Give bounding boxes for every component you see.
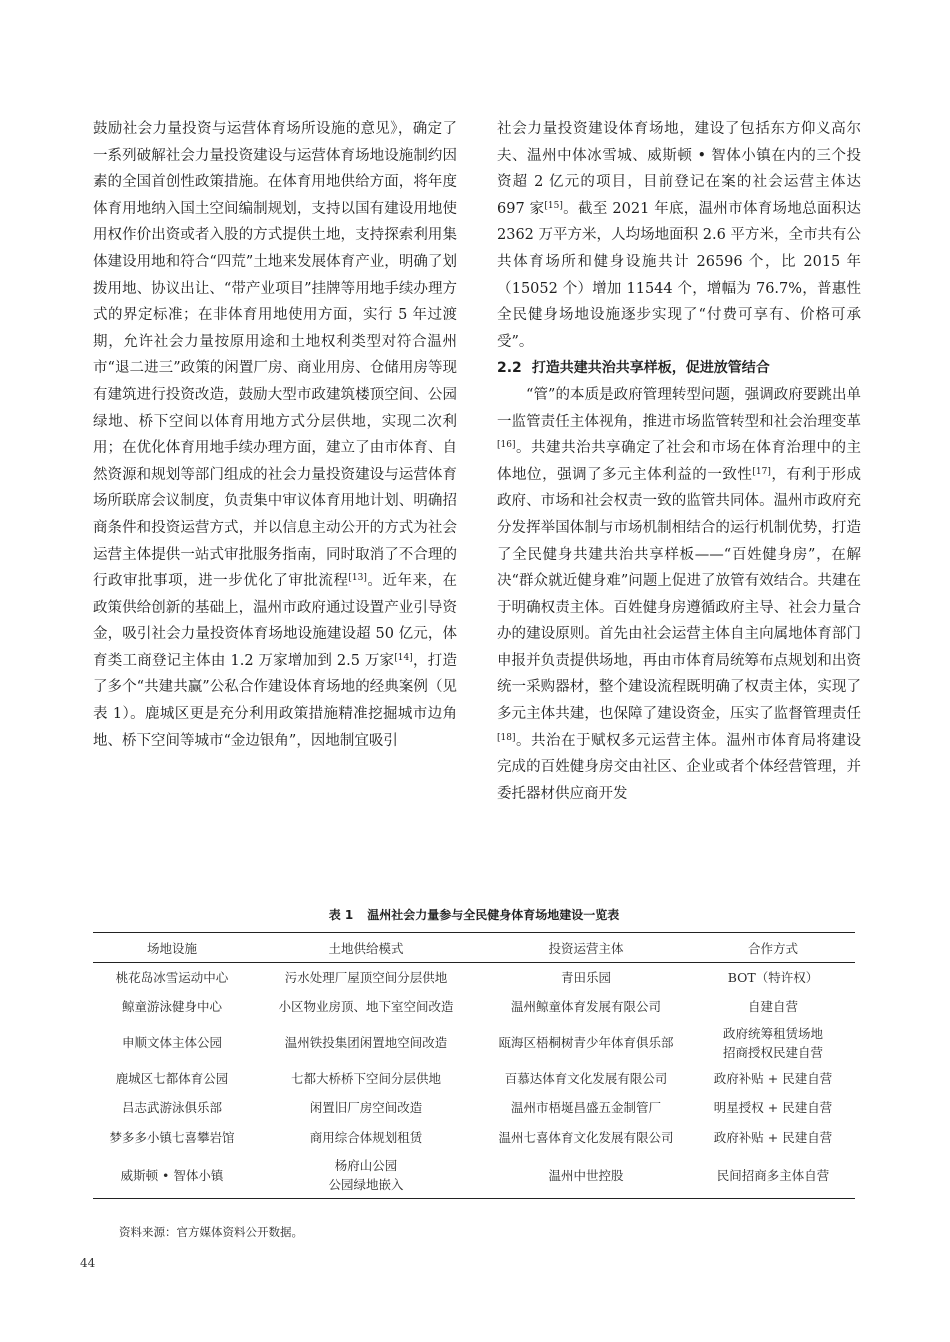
table-cell: 政府补贴 + 民建自营 [713,1070,833,1086]
table-cell [691,1022,855,1064]
table-cell: 吕志武游泳俱乐部 [121,1100,222,1116]
table-row [93,1064,855,1094]
table-cell [251,1152,481,1199]
table-cell: 温州中世控股 [481,1152,691,1199]
citation: [14] [394,652,413,663]
citation: [18] [497,732,516,743]
column-header: 场地设施 [93,933,251,963]
citation: [15] [544,200,563,211]
left-column [93,116,457,754]
text: ，打造了多个“共建共赢”公私合作建设体育场地的经典案例（见表 1）。鹿城区更是充分利用政策措施精准挖掘城市边角地、桥下空间等城市“金边银角”，因地制宜吸引 [93,652,457,749]
table-cell: 温州鲸童体育发展有限公司 [510,999,661,1015]
citation: [16] [497,440,516,451]
text: ，有利于形成政府、市场和社会权责一致的监管共同体。温州市政府充分发挥举国体制与市场机制相结合的运行机制优势，打造了全民健身共建共治共享样板——“百姓健身房”，在解决“群众就近健身难”问题上促进了放管有效结合。共建在于明确权责主体。百姓健身房遵循政府主导、社会力量合办的建设原则。首先由社会运营主体自主向属地体育部门申报并负责提供场地，再由市体育局统筹布点规划和出资统一采购器材，整个建设流程既明确了权责主体，实现了多元主体共建，也保障了建设资金，压实了监督管理责任 [497,466,862,723]
section-title: 打造共建共治共享样板，促进放管结合 [531,360,770,377]
paragraph [93,116,457,754]
table-cell: 威斯顿 • 智体小镇 [93,1152,251,1199]
table-cell: 申顺文体主体公园 [121,1035,222,1050]
table-cell: 百慕达体育文化发展有限公司 [504,1070,668,1086]
table-label: 表 1 [328,908,354,922]
citation: [17] [752,466,771,477]
table-caption [93,906,855,923]
text: 鼓励社会力量投资与运营体育场所设施的意见》，确定了一系列破解社会力量投资建设与运营体育场地设施制约因素的全国首创性政策措施。在体育用地供给方面，将年度体育用地纳入国土空间编制规划，支持以国有建设用地使用权作价出资或者入股的方式提供土地，支持探索利用集体建设用地和符合“四荒”土地来发展体育产业，明确了划拨用地、协议出让、“带产业项目”挂牌等用地手续办理方式的界定标准；在非体育用地使用方面，实行 5 年过渡期，允许社会力量按原用途和土地权利类型对符合温州市“退二进三”政策的闲置厂房、商业用房、仓储用房等现有建筑进行投资改造，鼓励大型市政建筑楼顶空间、公园绿地、桥下空间以体育用地方式分层供地，实现二次利用；在优化体育用地手续办理方面，建立了由市体育、自然资源和规划等部门组成的社会力量投资建设与运营体育场所联席会议制度，负责集中审议体育用地计划、明确招商条件和投资运营方式，并以信息主动公开的方式为社会运营主体提供一站式审批服务指南，同时取消了不合理的行政审批事项，进一步优化了审批流程 [93,121,457,590]
table-cell: 闲置旧厂房空间改造 [309,1100,423,1116]
cell-line: 政府统筹租赁场地 [722,1025,823,1041]
text: 社会力量投资建设体育场地，建设了包括东方仰义高尔夫、温州中体冰雪城、威斯顿 • 智体小镇在内的三个投资超 2 亿元的项目，目前登记在案的社会运营主体达 697 家 [497,121,861,217]
table-cell: BOT（特许权） [727,970,819,985]
table-row [93,1123,855,1153]
text: 。近年来，在政策供给创新的基础上，温州市政府通过设置产业引导资金，吸引社会力量投资体育场地设施建设超 50 亿元，体育类工商登记主体由 1.2 万家增加到 2.5 万家 [93,573,458,669]
table-cell: 七都大桥桥下空间分层供地 [290,1070,441,1086]
table-cell: 鹿城区七都体育公园 [115,1070,229,1086]
table-row [93,1022,855,1064]
table-cell: 政府补贴 + 民建自营 [713,1129,833,1145]
page-number: 44 [80,1256,96,1270]
section-number: 2.2 [497,360,522,377]
table-cell: 温州七喜体育文化发展有限公司 [498,1129,674,1145]
cell-line: 公园绿地嵌入 [328,1177,404,1192]
table-row [93,992,855,1022]
citation: [13] [348,573,367,584]
table-cell: 温州市梧埏昌盛五金制管厂 [510,1100,661,1116]
right-column [497,116,861,807]
cell-line: 杨府山公园 [334,1158,398,1173]
table-source-note: 资料来源：官方媒体资料公开数据。 [119,1225,303,1239]
table-cell: 青田乐园 [560,970,611,985]
paragraph [497,382,861,808]
section-heading [497,355,861,382]
table-header-row [93,933,855,963]
text: 。截至 2021 年底，温州市体育场地总面积达 2362 万平方米，人均场地面积 2.6 平方米，全市共有公共体育场所和健身设施共计 26596 个，比 2015 年（15052 个）增加 11544 个，增幅为 76.7%，普惠性全民健身场地设施逐步实现了“付费可享有、价格可承受”。 [497,200,861,350]
table-title: 温州社会力量参与全民健身体育场地建设一览表 [367,908,620,922]
column-header: 合作方式 [691,933,855,963]
table-cell: 梦多多小镇七喜攀岩馆 [109,1129,235,1145]
table-row [93,1093,855,1123]
paragraph [497,116,861,355]
table-cell: 自建自营 [747,999,798,1015]
text: “管”的本质是政府管理转型问题，强调政府要跳出单一监管责任主体视角，推进市场监管转型和社会治理变革 [497,386,861,430]
column-header: 投资运营主体 [481,933,691,963]
table-cell: 污水处理厂屋顶空间分层供地 [284,970,448,985]
table-cell: 明星授权 + 民建自营 [713,1100,833,1116]
table-row [93,963,855,993]
cell-line: 招商授权民建自营 [722,1044,823,1060]
table-cell: 商用综合体规划租赁 [309,1129,423,1145]
table-cell: 小区物业房顶、地下室空间改造 [278,999,454,1015]
table-cell: 桃花岛冰雪运动中心 [115,970,229,985]
data-table [93,932,855,1199]
text: 。共建共治共享确定了社会和市场在体育治理中的主体地位，强调了多元主体利益的一致性 [497,440,861,483]
table-cell: 瓯海区梧桐树青少年体育俱乐部 [498,1035,674,1050]
table-cell: 温州铁投集团闲置地空间改造 [284,1035,448,1050]
table-cell: 鲸童游泳健身中心 [121,999,222,1015]
table-row [93,1152,855,1199]
table-cell: 民间招商多主体自营 [691,1152,855,1199]
column-header: 土地供给模式 [251,933,481,963]
text: 。共治在于赋权多元运营主体。温州市体育局将建设完成的百姓健身房交由社区、企业或者个体经营管理，并委托器材供应商开发 [497,732,861,802]
